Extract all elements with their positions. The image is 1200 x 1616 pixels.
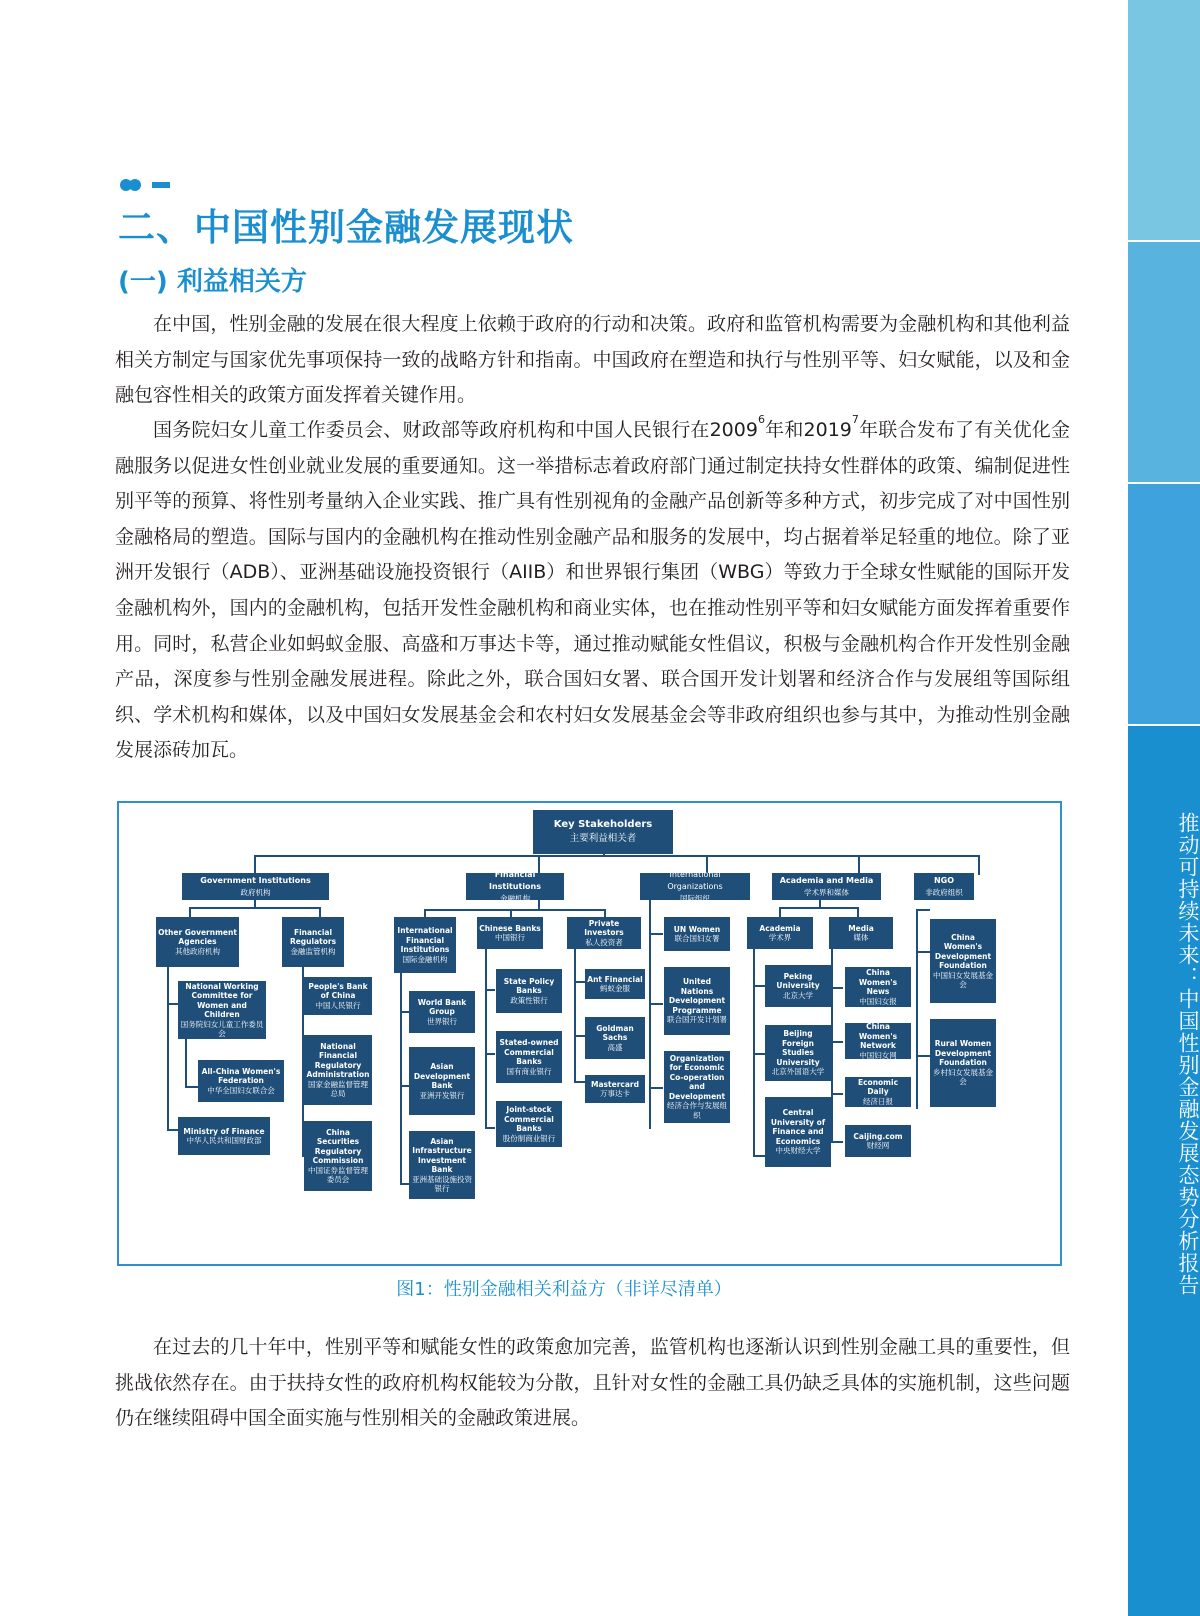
- node-acwf: All-China Women's Federation 中华全国妇女联合会: [198, 1060, 284, 1102]
- node-private-investors: Private Investors 私人投资者: [567, 917, 641, 949]
- node-ant-financial: Ant Financial 蚂蚁金服: [585, 969, 645, 999]
- node-key-stakeholders: Key Stakeholders 主要利益相关者: [533, 810, 673, 854]
- node-adb: Asian Development Bank 亚洲开发银行: [409, 1047, 475, 1115]
- node-bfsu: Beijing Foreign Studies University 北京外国语大学: [765, 1025, 831, 1081]
- node-nwccw: National Working Committee for Women and Children 国务院妇女儿童工作委员会: [178, 981, 266, 1039]
- subsection-title: (一) 利益相关方: [118, 267, 307, 297]
- node-international-financial-institutions: International Financial Institutions 国际金融机构: [394, 917, 456, 973]
- paragraph-2: 国务院妇女儿童工作委员会、财政部等政府机构和中国人民银行在2009$^6$年和2019$^7$年联合发布了有关优化金融服务以促进女性创业就业发展的重要通知。这一举措标志着政府部门通过制定扶持女性群体的政策、编制促进性别平等的预算、将性别考量纳入企业实践、推广具有性别视角的金融产品创新等多种方式，初步完成了对中国性别金融格局的塑造。国际与国内的金融机构在推动性别金融产品和服务的发展中，均占据着举足轻重的地位。除了亚洲开发银行（ADB）、亚洲基础设施投资银行（AIIB）和世界银行集团（WBG）等致力于全球女性赋能的国际开发金融机构外，国内的金融机构，包括开发性金融机构和商业实体，也在推动性别平等和妇女赋能方面发挥着重要作用。同时，私营企业如蚂蚁金服、高盛和万事达卡等，通过推动赋能女性倡议，积极与金融机构合作开发性别金融产品，深度参与性别金融发展进程。除此之外，联合国妇女署、联合国开发计划署和经济合作与发展组等国际组织、学术机构和媒体，以及中国妇女发展基金会和农村妇女发展基金会等非政府组织也参与其中，为推动性别金融发展添砖加瓦。: [115, 413, 1070, 762]
- node-state-owned-commercial-banks: Stated-owned Commercial Banks 国有商业银行: [496, 1031, 562, 1083]
- node-oecd: Organization for Economic Co-operation and Development 经济合作与发展组织: [664, 1051, 730, 1123]
- node-government-institutions: Government Institutions 政府机构: [182, 873, 329, 900]
- node-peking-university: Peking University 北京大学: [765, 965, 831, 1007]
- node-ngo: NGO 非政府组织: [914, 873, 974, 900]
- node-mastercard: Mastercard 万事达卡: [585, 1075, 645, 1103]
- node-aiib: Asian Infrastructure Investment Bank 亚洲基础设施投资银行: [409, 1131, 475, 1199]
- node-media: Media 媒体: [829, 917, 893, 949]
- paragraph-1: 在中国，性别金融的发展在很大程度上依赖于政府的行动和决策。政府和监管机构需要为金融机构和其他利益相关方制定与国家优先事项保持一致的战略方针和指南。中国政府在塑造和执行与性别平等、妇女赋能，以及和金融包容性相关的政策方面发挥着关键作用。: [115, 313, 1070, 407]
- node-international-organizations: International Organizations 国际组织: [640, 873, 750, 900]
- paragraph-3: 在过去的几十年中，性别平等和赋能女性的政策愈加完善，监管机构也逐渐认识到性别金融工具的重要性，但挑战依然存在。由于扶持女性的政府机构权能较为分散，且针对女性的金融工具仍缺乏具体的实施机制，这些问题仍在继续阻碍中国全面实施与性别相关的金融政策进展。: [115, 1336, 1070, 1430]
- node-financial-institutions: Financial Institutions 金融机构: [466, 873, 564, 900]
- figure-caption: 图1：性别金融相关利益方（非详尽清单）: [396, 1279, 732, 1300]
- node-china-womens-news: China Women's News 中国妇女报: [845, 967, 911, 1007]
- node-pboc: People's Bank of China 中国人民银行: [304, 977, 372, 1015]
- node-chinese-banks: Chinese Banks 中国银行: [477, 917, 543, 949]
- node-china-womens-network: China Women's Network 中国妇女网: [845, 1023, 911, 1059]
- sidebar-band-1: [1128, 0, 1200, 240]
- sidebar-band-3: [1128, 484, 1200, 724]
- footnote-ref-7[interactable]: 7: [851, 413, 859, 426]
- node-academia: Academia 学术界: [747, 917, 813, 949]
- node-economic-daily: Economic Daily 经济日报: [845, 1077, 911, 1107]
- node-undp: United Nations Development Programme 联合国开发计划署: [664, 967, 730, 1035]
- node-joint-stock-commercial-banks: Joint-stock Commercial Banks 股份制商业银行: [496, 1101, 562, 1147]
- sidebar-report-title: 推动可持续未来：中国性别金融发展态势分析报告: [1176, 812, 1200, 1296]
- node-china-womens-development-foundation: China Women's Development Foundation 中国妇女发展基金会: [930, 919, 996, 1003]
- section-title: 二、中国性别金融发展现状: [118, 206, 574, 249]
- node-caijing: Caijing.com 财经网: [845, 1125, 911, 1157]
- node-financial-regulators: Financial Regulators 金融监管机构: [282, 917, 344, 967]
- node-ministry-of-finance: Ministry of Finance 中华人民共和国财政部: [178, 1117, 270, 1155]
- node-academia-media: Academia and Media 学术界和媒体: [772, 873, 881, 900]
- sidebar: [1128, 0, 1200, 1616]
- node-rural-women-development-foundation: Rural Women Development Foundation 乡村妇女发展基金会: [930, 1019, 996, 1107]
- node-nfra: National Financial Regulatory Administration 国家金融监督管理总局: [304, 1035, 372, 1105]
- node-un-women: UN Women 联合国妇女署: [664, 917, 730, 951]
- node-state-policy-banks: State Policy Banks 政策性银行: [496, 969, 562, 1013]
- node-cufe: Central University of Finance and Economics 中央财经大学: [765, 1097, 831, 1167]
- node-csrc: China Securities Regulatory Commission 中国证券监督管理委员会: [304, 1121, 372, 1191]
- footnote-ref-6[interactable]: 6: [757, 413, 765, 426]
- node-other-government-agencies: Other Government Agencies 其他政府机构: [156, 917, 239, 967]
- stakeholder-chart: [117, 801, 1062, 1266]
- node-goldman-sachs: Goldman Sachs 高盛: [585, 1017, 645, 1059]
- sidebar-band-2: [1128, 242, 1200, 482]
- node-world-bank-group: World Bank Group 世界银行: [409, 991, 475, 1033]
